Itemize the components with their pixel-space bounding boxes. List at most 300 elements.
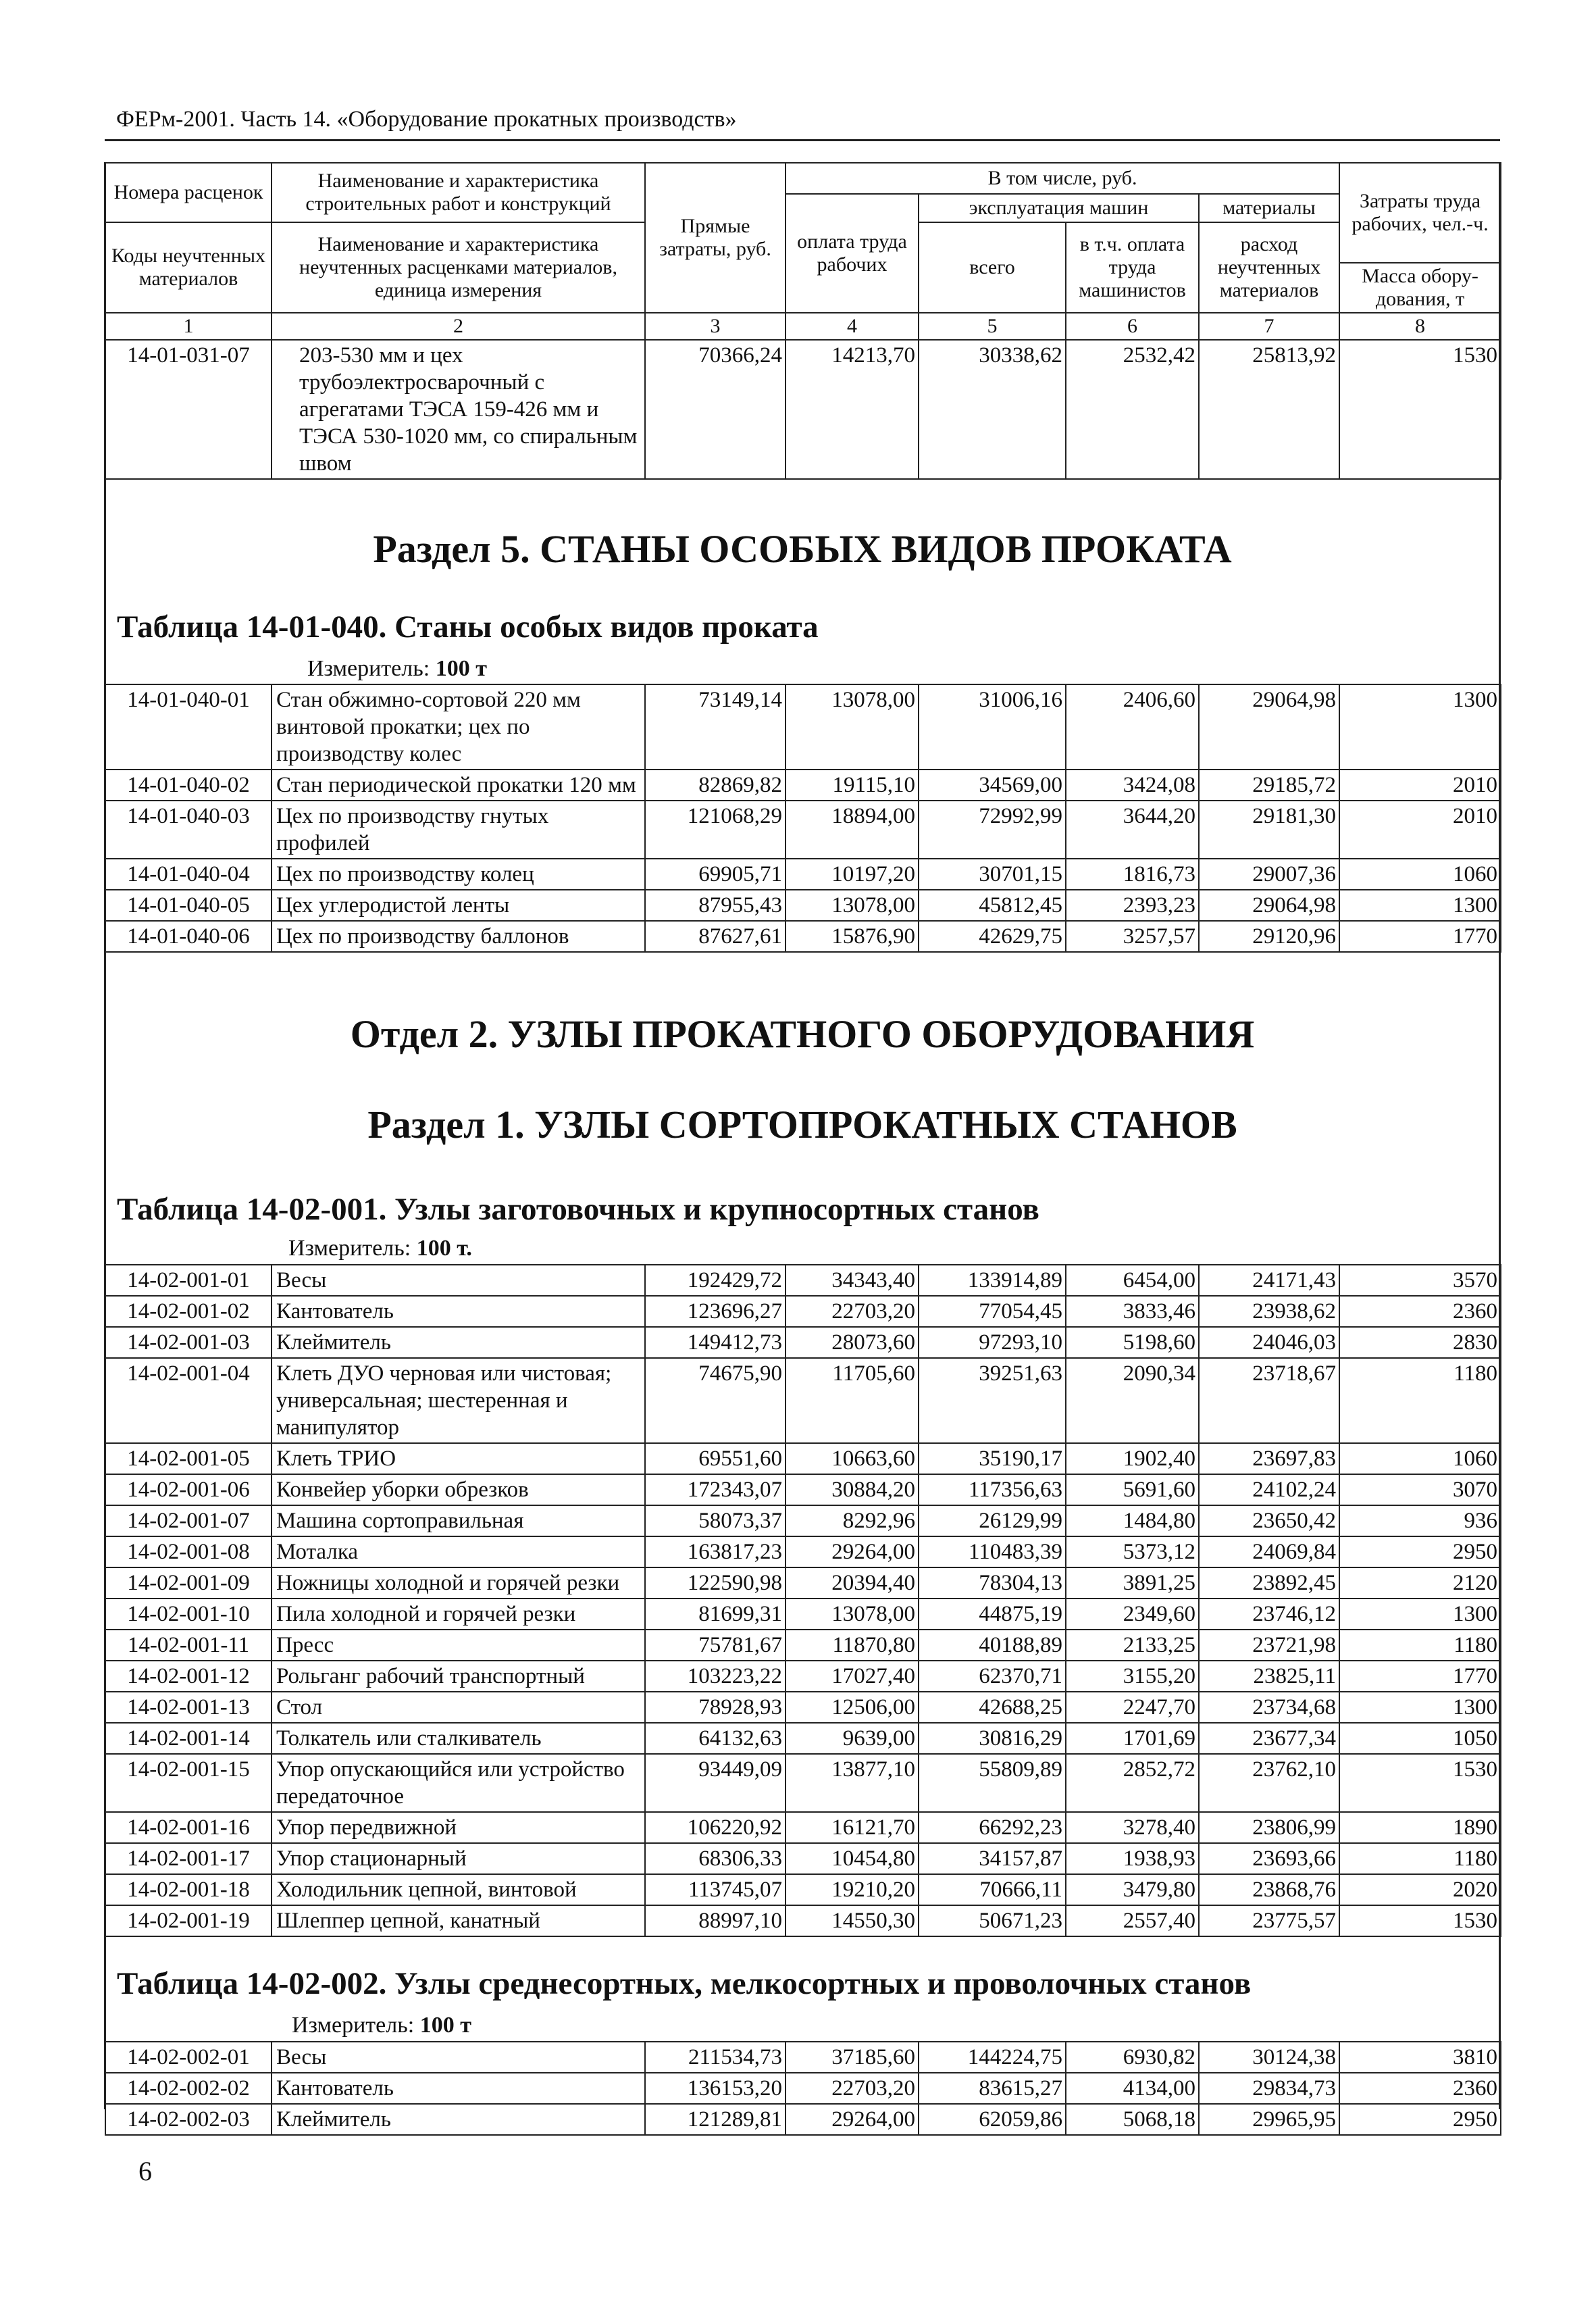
row-value: 1060 <box>1339 1443 1501 1474</box>
row-value: 18894,00 <box>786 801 919 859</box>
measurement-value: 100 т <box>419 2013 471 2038</box>
row-code: 14-01-040-05 <box>105 890 272 921</box>
row-value: 1050 <box>1339 1723 1501 1754</box>
row-value: 44875,19 <box>919 1599 1066 1630</box>
row-code: 14-01-040-06 <box>105 921 272 952</box>
row-value: 2950 <box>1339 1536 1501 1567</box>
row-value: 20394,40 <box>786 1567 919 1599</box>
row-code: 14-02-001-09 <box>105 1567 272 1599</box>
row-value: 172343,07 <box>645 1474 786 1505</box>
table-title: Таблица 14-02-002. Узлы среднесортных, мелкосортных и проволочных станов <box>117 1966 1252 2001</box>
col-index: 3 <box>645 313 786 340</box>
table-row <box>105 1661 1501 1692</box>
row-value: 69551,60 <box>645 1443 786 1474</box>
row-value: 69905,71 <box>645 859 786 890</box>
row-value: 2010 <box>1339 770 1501 801</box>
col-index: 6 <box>1066 313 1199 340</box>
table-row <box>105 1630 1501 1661</box>
row-name: Стол <box>272 1692 645 1723</box>
row-value: 23721,98 <box>1199 1630 1339 1661</box>
row-value: 14550,30 <box>786 1905 919 1936</box>
row-value: 106220,92 <box>645 1812 786 1843</box>
row-value: 29264,00 <box>786 1536 919 1567</box>
col-including-header: В том числе, руб. <box>786 163 1339 194</box>
measurement-value: 100 т <box>435 656 487 681</box>
row-value: 6454,00 <box>1066 1265 1199 1296</box>
row-value: 1300 <box>1339 1692 1501 1723</box>
measurement-unit <box>307 655 487 682</box>
col-index: 5 <box>919 313 1066 340</box>
table-row <box>105 1358 1501 1443</box>
table-row <box>105 2073 1501 2104</box>
col-number-header: Номера расценок <box>105 163 272 222</box>
row-value: 3257,57 <box>1066 921 1199 952</box>
row-value: 3644,20 <box>1066 801 1199 859</box>
row-value: 117356,63 <box>919 1474 1066 1505</box>
row-value: 1180 <box>1339 1358 1501 1443</box>
table-title: Таблица 14-01-040. Станы особых видов проката <box>117 609 819 645</box>
row-code: 14-01-031-07 <box>105 340 272 479</box>
row-code: 14-02-001-02 <box>105 1296 272 1327</box>
row-value: 87627,61 <box>645 921 786 952</box>
measurement-unit <box>288 1235 472 1262</box>
row-value: 23806,99 <box>1199 1812 1339 1843</box>
table-row <box>105 1843 1501 1874</box>
table-row <box>105 2042 1501 2073</box>
row-value: 29064,98 <box>1199 684 1339 770</box>
col-unaccounted-codes-header: Коды неучтенных материалов <box>105 222 272 313</box>
col-index: 4 <box>786 313 919 340</box>
table-row <box>105 1692 1501 1723</box>
row-value: 1770 <box>1339 1661 1501 1692</box>
row-value: 103223,22 <box>645 1661 786 1692</box>
row-value: 2950 <box>1339 2104 1501 2135</box>
row-value: 22703,20 <box>786 2073 919 2104</box>
row-value: 24046,03 <box>1199 1327 1339 1358</box>
row-value: 123696,27 <box>645 1296 786 1327</box>
row-value: 70366,24 <box>645 340 786 479</box>
col-materials-usage-header: расход неучтенных материалов <box>1199 222 1339 313</box>
row-value: 30124,38 <box>1199 2042 1339 2073</box>
row-value: 11705,60 <box>786 1358 919 1443</box>
row-value: 29007,36 <box>1199 859 1339 890</box>
col-labor-header: Затраты труда рабочих, чел.-ч. <box>1339 163 1501 263</box>
table-row <box>105 770 1501 801</box>
row-value: 2360 <box>1339 1296 1501 1327</box>
row-value: 136153,20 <box>645 2073 786 2104</box>
row-code: 14-01-040-01 <box>105 684 272 770</box>
table-row <box>105 1265 1501 1296</box>
row-value: 10197,20 <box>786 859 919 890</box>
table-row <box>105 1536 1501 1567</box>
row-value: 30884,20 <box>786 1474 919 1505</box>
row-code: 14-02-001-19 <box>105 1905 272 1936</box>
row-value: 23825,11 <box>1199 1661 1339 1692</box>
row-value: 29181,30 <box>1199 801 1339 859</box>
row-code: 14-01-040-02 <box>105 770 272 801</box>
row-code: 14-02-001-05 <box>105 1443 272 1474</box>
table-row <box>105 1443 1501 1474</box>
row-value: 1300 <box>1339 684 1501 770</box>
row-value: 19115,10 <box>786 770 919 801</box>
row-name: Клеймитель <box>272 1327 645 1358</box>
row-value: 29834,73 <box>1199 2073 1339 2104</box>
measurement-label: Измеритель: <box>288 1236 411 1261</box>
row-value: 1530 <box>1339 1754 1501 1812</box>
row-value: 149412,73 <box>645 1327 786 1358</box>
row-value: 4134,00 <box>1066 2073 1199 2104</box>
row-value: 17027,40 <box>786 1661 919 1692</box>
row-value: 77054,45 <box>919 1296 1066 1327</box>
row-value: 39251,63 <box>919 1358 1066 1443</box>
row-value: 2090,34 <box>1066 1358 1199 1443</box>
row-code: 14-02-002-02 <box>105 2073 272 2104</box>
row-code: 14-01-040-03 <box>105 801 272 859</box>
row-value: 192429,72 <box>645 1265 786 1296</box>
row-value: 74675,90 <box>645 1358 786 1443</box>
col-wages-header: оплата труда рабочих <box>786 194 919 313</box>
row-value: 5068,18 <box>1066 2104 1199 2135</box>
row-value: 82869,82 <box>645 770 786 801</box>
row-name: Цех углеродистой ленты <box>272 890 645 921</box>
row-value: 2852,72 <box>1066 1754 1199 1812</box>
row-value: 13877,10 <box>786 1754 919 1812</box>
row-value: 83615,27 <box>919 2073 1066 2104</box>
row-value: 50671,23 <box>919 1905 1066 1936</box>
row-code: 14-02-002-03 <box>105 2104 272 2135</box>
row-value: 9639,00 <box>786 1723 919 1754</box>
table-row <box>105 684 1501 770</box>
row-value: 23693,66 <box>1199 1843 1339 1874</box>
row-value: 23775,57 <box>1199 1905 1339 1936</box>
row-code: 14-02-001-16 <box>105 1812 272 1843</box>
row-name: Цех по производству колец <box>272 859 645 890</box>
page-number: 6 <box>138 2156 152 2186</box>
row-name: Упор передвижной <box>272 1812 645 1843</box>
row-value: 42629,75 <box>919 921 1066 952</box>
row-value: 30701,15 <box>919 859 1066 890</box>
row-value: 29064,98 <box>1199 890 1339 921</box>
row-value: 936 <box>1339 1505 1501 1536</box>
col-index: 2 <box>272 313 645 340</box>
row-value: 11870,80 <box>786 1630 919 1661</box>
row-value: 22703,20 <box>786 1296 919 1327</box>
table-title: Таблица 14-02-001. Узлы заготовочных и крупносортных станов <box>117 1192 1039 1227</box>
row-value: 25813,92 <box>1199 340 1339 479</box>
row-value: 28073,60 <box>786 1327 919 1358</box>
col-mass-header: Масса обору-дования, т <box>1339 263 1501 313</box>
section-title: Отдел 2. УЗЛЫ ПРОКАТНОГО ОБОРУДОВАНИЯ <box>350 1012 1255 1056</box>
row-value: 88997,10 <box>645 1905 786 1936</box>
table-row <box>105 1723 1501 1754</box>
row-value: 34343,40 <box>786 1265 919 1296</box>
table-row <box>105 1874 1501 1905</box>
row-name: Упор опускающийся или устройство передаточное <box>272 1754 645 1812</box>
table-row <box>105 801 1501 859</box>
row-name: Холодильник цепной, винтовой <box>272 1874 645 1905</box>
row-value: 2393,23 <box>1066 890 1199 921</box>
row-value: 62370,71 <box>919 1661 1066 1692</box>
table-row <box>105 921 1501 952</box>
row-value: 2020 <box>1339 1874 1501 1905</box>
row-value: 13078,00 <box>786 684 919 770</box>
row-name: Цех по производству гнутых профилей <box>272 801 645 859</box>
row-value: 121068,29 <box>645 801 786 859</box>
row-name: Моталка <box>272 1536 645 1567</box>
row-value: 13078,00 <box>786 890 919 921</box>
row-value: 30338,62 <box>919 340 1066 479</box>
header-table <box>105 162 1501 480</box>
col-index: 7 <box>1199 313 1339 340</box>
row-value: 72992,99 <box>919 801 1066 859</box>
row-value: 3278,40 <box>1066 1812 1199 1843</box>
row-value: 1180 <box>1339 1630 1501 1661</box>
row-value: 122590,98 <box>645 1567 786 1599</box>
row-value: 26129,99 <box>919 1505 1066 1536</box>
row-name: Пресс <box>272 1630 645 1661</box>
row-value: 133914,89 <box>919 1265 1066 1296</box>
row-value: 23892,45 <box>1199 1567 1339 1599</box>
row-code: 14-02-002-01 <box>105 2042 272 2073</box>
row-value: 87955,43 <box>645 890 786 921</box>
table-row <box>105 1296 1501 1327</box>
row-name: Стан периодической прокатки 120 мм <box>272 770 645 801</box>
row-value: 97293,10 <box>919 1327 1066 1358</box>
row-value: 113745,07 <box>645 1874 786 1905</box>
row-code: 14-02-001-13 <box>105 1692 272 1723</box>
row-value: 8292,96 <box>786 1505 919 1536</box>
row-code: 14-02-001-03 <box>105 1327 272 1358</box>
row-value: 144224,75 <box>919 2042 1066 2073</box>
col-direct-costs-header: Прямые затраты, руб. <box>645 163 786 313</box>
row-value: 24171,43 <box>1199 1265 1339 1296</box>
row-value: 40188,89 <box>919 1630 1066 1661</box>
row-name: Кантователь <box>272 2073 645 2104</box>
row-value: 10454,80 <box>786 1843 919 1874</box>
row-value: 2133,25 <box>1066 1630 1199 1661</box>
table-row <box>105 1505 1501 1536</box>
row-value: 1530 <box>1339 1905 1501 1936</box>
row-value: 29120,96 <box>1199 921 1339 952</box>
row-value: 81699,31 <box>645 1599 786 1630</box>
row-value: 2557,40 <box>1066 1905 1199 1936</box>
row-value: 12506,00 <box>786 1692 919 1723</box>
row-value: 3810 <box>1339 2042 1501 2073</box>
row-value: 42688,25 <box>919 1692 1066 1723</box>
row-code: 14-02-001-01 <box>105 1265 272 1296</box>
row-value: 55809,89 <box>919 1754 1066 1812</box>
row-name: Весы <box>272 1265 645 1296</box>
row-name: Толкатель или сталкиватель <box>272 1723 645 1754</box>
row-value: 23868,76 <box>1199 1874 1339 1905</box>
row-value: 1300 <box>1339 890 1501 921</box>
row-value: 23938,62 <box>1199 1296 1339 1327</box>
row-value: 64132,63 <box>645 1723 786 1754</box>
row-value: 5691,60 <box>1066 1474 1199 1505</box>
row-code: 14-02-001-14 <box>105 1723 272 1754</box>
row-value: 23697,83 <box>1199 1443 1339 1474</box>
row-code: 14-02-001-04 <box>105 1358 272 1443</box>
row-value: 23734,68 <box>1199 1692 1339 1723</box>
table-row <box>105 1567 1501 1599</box>
row-value: 68306,33 <box>645 1843 786 1874</box>
row-value: 2120 <box>1339 1567 1501 1599</box>
row-value: 23718,67 <box>1199 1358 1339 1443</box>
table-row <box>105 1812 1501 1843</box>
row-value: 23746,12 <box>1199 1599 1339 1630</box>
row-code: 14-02-001-10 <box>105 1599 272 1630</box>
row-value: 1890 <box>1339 1812 1501 1843</box>
row-value: 14213,70 <box>786 340 919 479</box>
row-name: Клеть ТРИО <box>272 1443 645 1474</box>
row-value: 1816,73 <box>1066 859 1199 890</box>
col-unaccounted-names-header: Наименование и характеристика неучтенных расценками материалов, единица измерения <box>272 222 645 313</box>
header-rule <box>105 139 1500 141</box>
row-value: 2532,42 <box>1066 340 1199 479</box>
row-value: 3891,25 <box>1066 1567 1199 1599</box>
row-code: 14-02-001-15 <box>105 1754 272 1812</box>
row-code: 14-02-001-06 <box>105 1474 272 1505</box>
row-name: Кантователь <box>272 1296 645 1327</box>
row-name: Клеймитель <box>272 2104 645 2135</box>
row-value: 45812,45 <box>919 890 1066 921</box>
section-title: Раздел 1. УЗЛЫ СОРТОПРОКАТНЫХ СТАНОВ <box>367 1103 1237 1147</box>
row-name: Ножницы холодной и горячей резки <box>272 1567 645 1599</box>
table-row <box>105 1905 1501 1936</box>
row-code: 14-02-001-08 <box>105 1536 272 1567</box>
table-14-02-001 <box>105 1264 1501 1937</box>
row-value: 23650,42 <box>1199 1505 1339 1536</box>
row-code: 14-02-001-11 <box>105 1630 272 1661</box>
row-name: Упор стационарный <box>272 1843 645 1874</box>
table-14-01-040 <box>105 684 1501 953</box>
row-name: 203-530 мм и цех трубоэлектросварочный с агрегатами ТЭСА 159-426 мм и ТЭСА 530-1020 мм, со спиральным швом <box>272 340 645 479</box>
row-value: 2360 <box>1339 2073 1501 2104</box>
row-value: 73149,14 <box>645 684 786 770</box>
row-value: 23762,10 <box>1199 1754 1339 1812</box>
row-value: 70666,11 <box>919 1874 1066 1905</box>
row-name: Рольганг рабочий транспортный <box>272 1661 645 1692</box>
row-value: 78928,93 <box>645 1692 786 1723</box>
measurement-value: 100 т. <box>416 1236 472 1261</box>
row-value: 2247,70 <box>1066 1692 1199 1723</box>
col-machines-header: эксплуатация машин <box>919 194 1199 222</box>
row-value: 13078,00 <box>786 1599 919 1630</box>
measurement-label: Измеритель: <box>307 656 430 681</box>
row-value: 34569,00 <box>919 770 1066 801</box>
row-value: 2010 <box>1339 801 1501 859</box>
row-value: 30816,29 <box>919 1723 1066 1754</box>
row-code: 14-02-001-18 <box>105 1874 272 1905</box>
row-value: 75781,67 <box>645 1630 786 1661</box>
row-value: 35190,17 <box>919 1443 1066 1474</box>
table-row <box>105 1327 1501 1358</box>
row-name: Машина сортоправильная <box>272 1505 645 1536</box>
row-value: 93449,09 <box>645 1754 786 1812</box>
row-value: 3070 <box>1339 1474 1501 1505</box>
row-value: 16121,70 <box>786 1812 919 1843</box>
row-value: 19210,20 <box>786 1874 919 1905</box>
table-14-02-002 <box>105 2041 1501 2136</box>
col-machines-total-header: всего <box>919 222 1066 313</box>
row-value: 211534,73 <box>645 2042 786 2073</box>
row-value: 58073,37 <box>645 1505 786 1536</box>
row-name: Клеть ДУО черновая или чистовая; универсальная; шестеренная и манипулятор <box>272 1358 645 1443</box>
row-value: 29185,72 <box>1199 770 1339 801</box>
row-value: 23677,34 <box>1199 1723 1339 1754</box>
row-value: 1180 <box>1339 1843 1501 1874</box>
row-value: 66292,23 <box>919 1812 1066 1843</box>
table-row <box>105 859 1501 890</box>
row-value: 24069,84 <box>1199 1536 1339 1567</box>
col-materials-header: материалы <box>1199 194 1339 222</box>
row-value: 1938,93 <box>1066 1843 1199 1874</box>
row-value: 34157,87 <box>919 1843 1066 1874</box>
measurement-label: Измеритель: <box>292 2013 415 2038</box>
row-value: 121289,81 <box>645 2104 786 2135</box>
table-row <box>105 1599 1501 1630</box>
row-value: 3479,80 <box>1066 1874 1199 1905</box>
row-value: 5198,60 <box>1066 1327 1199 1358</box>
row-value: 3833,46 <box>1066 1296 1199 1327</box>
row-name: Стан обжимно-сортовой 220 мм винтовой прокатки; цех по производству колес <box>272 684 645 770</box>
table-row <box>105 1754 1501 1812</box>
row-code: 14-01-040-04 <box>105 859 272 890</box>
row-value: 3155,20 <box>1066 1661 1199 1692</box>
table-row <box>105 340 1501 479</box>
section-title: Раздел 5. СТАНЫ ОСОБЫХ ВИДОВ ПРОКАТА <box>373 527 1232 571</box>
row-value: 5373,12 <box>1066 1536 1199 1567</box>
row-value: 1060 <box>1339 859 1501 890</box>
row-code: 14-02-001-07 <box>105 1505 272 1536</box>
page-frame <box>105 162 1500 2132</box>
row-name: Пила холодной и горячей резки <box>272 1599 645 1630</box>
row-name: Весы <box>272 2042 645 2073</box>
row-name: Конвейер уборки обрезков <box>272 1474 645 1505</box>
row-value: 37185,60 <box>786 2042 919 2073</box>
row-value: 1300 <box>1339 1599 1501 1630</box>
row-value: 1902,40 <box>1066 1443 1199 1474</box>
row-value: 10663,60 <box>786 1443 919 1474</box>
row-code: 14-02-001-17 <box>105 1843 272 1874</box>
table-row <box>105 890 1501 921</box>
row-name: Шлеппер цепной, канатный <box>272 1905 645 1936</box>
table-row <box>105 2104 1501 2135</box>
row-value: 110483,39 <box>919 1536 1066 1567</box>
row-value: 1530 <box>1339 340 1501 479</box>
row-value: 6930,82 <box>1066 2042 1199 2073</box>
measurement-unit <box>292 2012 471 2039</box>
col-index: 8 <box>1339 313 1501 340</box>
row-code: 14-02-001-12 <box>105 1661 272 1692</box>
row-name: Цех по производству баллонов <box>272 921 645 952</box>
row-value: 29264,00 <box>786 2104 919 2135</box>
col-machinist-wages-header: в т.ч. оплата труда машинистов <box>1066 222 1199 313</box>
col-name-header: Наименование и характеристика строительных работ и конструкций <box>272 163 645 222</box>
row-value: 3570 <box>1339 1265 1501 1296</box>
row-value: 24102,24 <box>1199 1474 1339 1505</box>
row-value: 3424,08 <box>1066 770 1199 801</box>
table-row <box>105 1474 1501 1505</box>
row-value: 1484,80 <box>1066 1505 1199 1536</box>
col-index: 1 <box>105 313 272 340</box>
row-value: 163817,23 <box>645 1536 786 1567</box>
row-value: 62059,86 <box>919 2104 1066 2135</box>
row-value: 78304,13 <box>919 1567 1066 1599</box>
row-value: 29965,95 <box>1199 2104 1339 2135</box>
page-header: ФЕРм-2001. Часть 14. «Оборудование прокатных производств» <box>116 107 737 132</box>
row-value: 1701,69 <box>1066 1723 1199 1754</box>
